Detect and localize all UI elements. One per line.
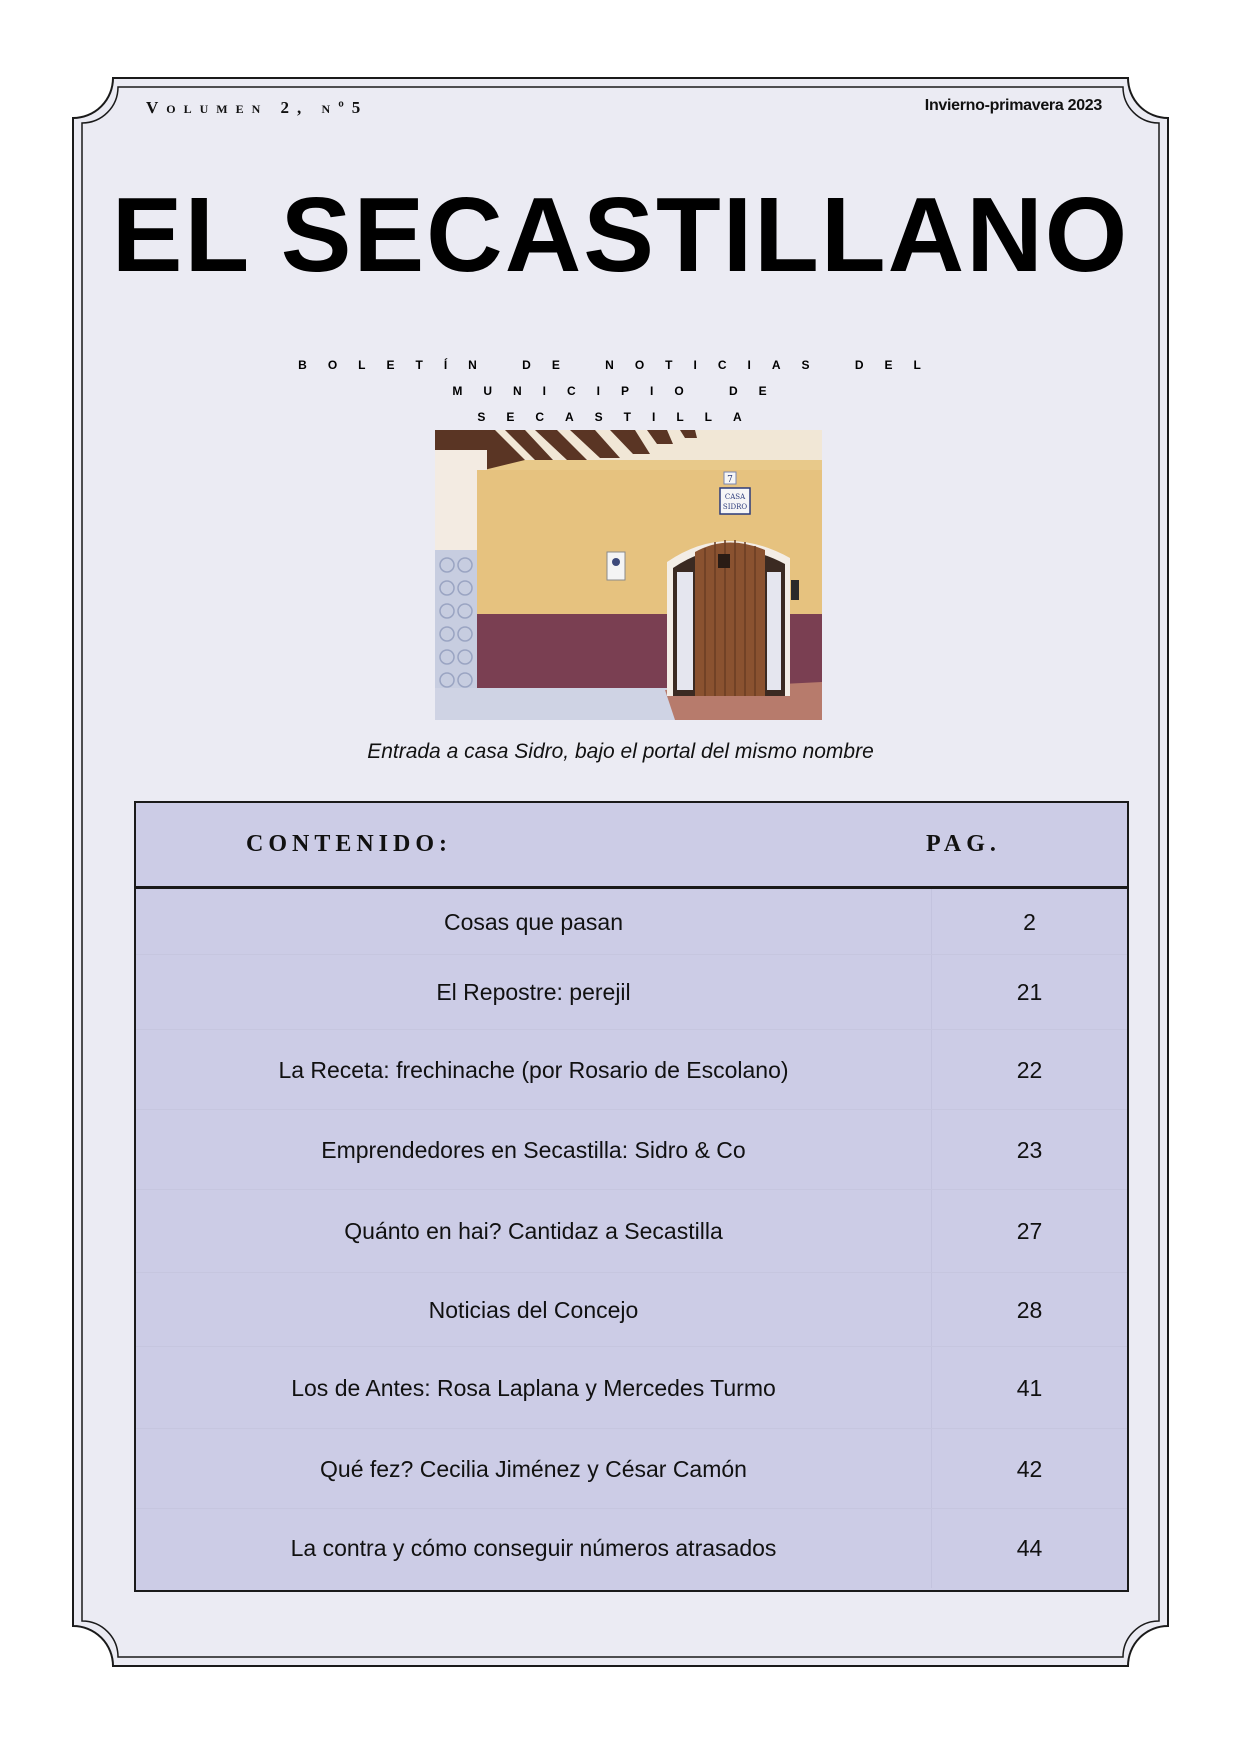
season-label: Invierno-primavera 2023 (924, 97, 1102, 114)
toc-row-page: 42 (931, 1429, 1127, 1509)
photo-caption: Entrada a casa Sidro, bajo el portal del mismo nombre (367, 740, 874, 763)
toc-row-title: La contra y cómo conseguir números atrasados (290, 1535, 777, 1561)
masthead-title: EL SECASTILLANO (111, 176, 1130, 294)
table-of-contents (134, 801, 1129, 1592)
toc-row (136, 1347, 1127, 1429)
subtitle-line-1: BOLETÍN DE NOTICIAS DEL MUNICIPIO DE (298, 358, 942, 398)
toc-row-title: Quánto en hai? Cantidaz a Secastilla (344, 1218, 723, 1244)
sign-line-2: SIDRO (722, 503, 748, 511)
toc-row-title: La Receta: frechinache (por Rosario de Escolano) (278, 1056, 789, 1083)
toc-row (136, 1110, 1127, 1190)
toc-heading-contents: CONTENIDO: (246, 831, 453, 857)
toc-row-page: 23 (931, 1110, 1127, 1190)
toc-row-title: El Repostre: perejil (436, 979, 631, 1005)
toc-row-title: Noticias del Concejo (428, 1296, 639, 1323)
toc-row-title: Los de Antes: Rosa Laplana y Mercedes Turmo (291, 1374, 776, 1401)
toc-header (136, 803, 1127, 889)
volume-label: Volumen 2, nº5 (146, 98, 369, 117)
toc-heading-page: PAG. (926, 831, 1001, 857)
toc-row-title: Emprendedores en Secastilla: Sidro & Co (321, 1136, 746, 1163)
sign-number: 7 (727, 475, 733, 485)
toc-row (136, 1509, 1127, 1588)
toc-row (136, 1030, 1127, 1110)
sign-line-1: CASA (724, 493, 746, 501)
cover-photo (435, 430, 822, 720)
toc-row (136, 1273, 1127, 1347)
masthead-subtitle (170, 352, 1070, 430)
toc-row (136, 1190, 1127, 1273)
toc-row (136, 955, 1127, 1030)
toc-row-page: 44 (931, 1509, 1127, 1588)
toc-row-page: 27 (931, 1190, 1127, 1273)
toc-row-page: 22 (931, 1030, 1127, 1110)
subtitle-line-2: SECASTILLA (477, 410, 763, 424)
toc-row (136, 889, 1127, 955)
toc-row-title: Cosas que pasan (443, 908, 623, 935)
toc-row (136, 1429, 1127, 1509)
toc-row-page: 21 (931, 955, 1127, 1030)
toc-row-page: 2 (931, 889, 1127, 955)
toc-row-title: Qué fez? Cecilia Jiménez y César Camón (320, 1455, 747, 1482)
toc-row-page: 41 (931, 1347, 1127, 1429)
toc-row-page: 28 (931, 1273, 1127, 1347)
